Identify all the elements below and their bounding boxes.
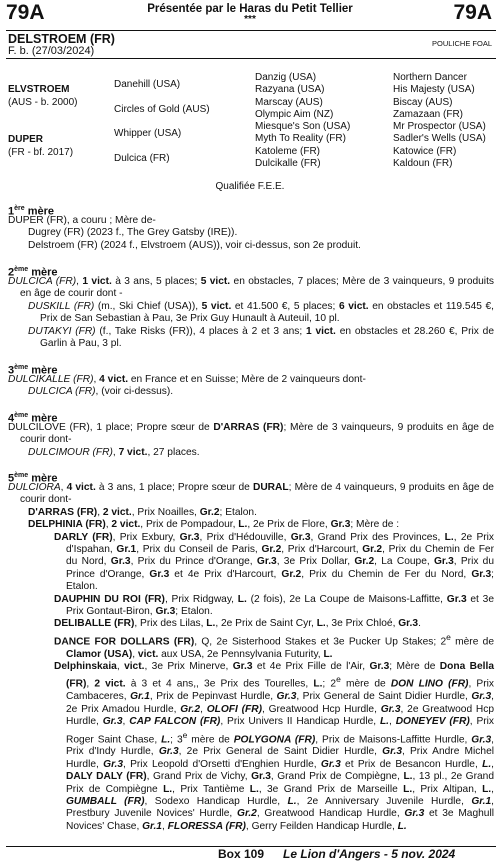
section-heading-4: 4ème mère <box>8 412 58 425</box>
gen4-item: Zamazaan (FR) <box>393 109 464 120</box>
gen4-item: Katowice (FR) <box>393 146 457 157</box>
gen3-item: Katoleme (FR) <box>255 146 321 157</box>
section-3-body <box>8 374 494 399</box>
section-4-body <box>8 422 494 459</box>
paragraph: DULCILOVE (FR), 1 place; Propre sœur de D'ARRAS (FR); Mère de 3 vainqueurs, 9 produits en âge de courir dont- <box>8 422 494 446</box>
gen2-item: Whipper (USA) <box>114 128 182 139</box>
gen4-item: Biscay (AUS) <box>393 97 453 108</box>
paragraph: DUTAKYI (FR) (f., Take Risks (FR)), 4 places à 2 et 3 ans; 1 vict. en obstacles et 28.260 €, Prix de Garlin à Pau, 3 pl. <box>28 325 495 350</box>
section-heading-3: 3ème mère <box>8 364 58 377</box>
paragraph: Delstroem (FR) (2024 f., Elvstroem (AUS)), voir ci-dessus, son 2e produit. <box>28 239 361 251</box>
section-heading-5: 5ème mère <box>8 472 58 485</box>
gen2-item: Circles of Gold (AUS) <box>114 104 210 115</box>
presenter-line: Présentée par le Haras du Petit Tellier <box>147 3 353 15</box>
gen3-item: Myth To Reality (FR) <box>255 133 346 144</box>
sire-info: (AUS - b. 2000) <box>8 97 78 108</box>
sire-name: ELVSTROEM <box>8 84 70 95</box>
dam-name: DUPER <box>8 134 44 145</box>
horse-type: POULICHE FOAL <box>431 39 492 48</box>
paragraph: D'ARRAS (FR), 2 vict., Prix Noailles, Gr.2; Etalon. <box>28 506 257 518</box>
qualification: Qualifiée F.E.E. <box>215 181 285 192</box>
top-rule <box>6 30 496 31</box>
gen4-item: His Majesty (USA) <box>393 84 475 95</box>
box-number: Box 109 <box>218 847 265 861</box>
paragraph: Delphinskaia, vict., 3e Prix Minerve, Gr.3 et 4e Prix Fille de l'Air, Gr.3; Mère de Dona Bella (FR), 2 vict. à 3 et 4 ans,, 3e Prix des Tourelles, L.; 2e mère de DON LINO (FR), Prix Cambaceres, Gr.1, Prix de Pepinvast Hurdle, Gr.3, Prix General de Saint Didier Hurdle, Gr.3, 2e Prix Amadou Hurdle, Gr.2, OLOFI (FR), Greatwood Hcp Hurdle, Gr.3, 2e Greatwood Hcp Hurdle, Gr.3, CAP FALCON (FR), Prix Univers II Handicap Hurdle, L., DONEYEV (FR), Prix Roger Saint Chase, L.; 3e mère de POLYGONA (FR), Prix de Maisons-Laffitte Hurdle, Gr.3, Prix d'Indy Hurdle, Gr.3, 2e Prix General de Saint Didier Hurdle, Gr.3, Prix Andre Michel Hurdle, Gr.3, Prix Leopold d'Orsetti d'Enghien Hurdle, Gr.3 et Prix de Besancon Hurdle, L., DALY DALY (FR), Grand Prix de Vichy, Gr.3, Grand Prix de Compiègne, L., 13 pl., 2e Grand Prix de Compiègne L., Prix Tantième L., 3e Grand Prix de Marseille L., Prix Altipan, L., GUMBALL (FR), Sodexo Handicap Hurdle, L., 2e Anniversary Juvenile Hurdle, Gr.1, Prestbury Juvenile Novices' Hurdle, Gr.2, Greatwood Handicap Hurdle, Gr.3 et 3e Maghull Novices' Chase, Gr.1, FLORESSA (FR), Gerry Feilden Handicap Hurdle, L. <box>54 661 495 832</box>
gen3-item: Olympic Aim (NZ) <box>255 109 334 120</box>
lot-number-left: 79A <box>6 1 45 24</box>
gen3-item: Danzig (USA) <box>255 72 317 83</box>
horse-name: DELSTROEM (FR) <box>8 32 115 46</box>
section-5-body <box>8 482 494 833</box>
gen3-item: Dulcikalle (FR) <box>255 158 321 169</box>
section-2-body <box>8 276 494 350</box>
gen3-item: Miesque's Son (USA) <box>255 121 351 132</box>
paragraph: DULCIKALLE (FR), 4 vict. en France et en Suisse; Mère de 2 vainqueurs dont- <box>8 374 366 385</box>
gen2-item: Danehill (USA) <box>114 79 181 90</box>
paragraph: DARLY (FR), Prix Exbury, Gr.3, Prix d'Hédouville, Gr.3, Grand Prix des Provinces, L., 2e Prix d'Ispahan, Gr.1, Prix du Conseil de Paris, Gr.2, Prix d'Harcourt, Gr.2, Prix du Chemin de Fer du Nord, Gr.3, Prix du Prince d'Orange, Gr.3, 3e Prix Dollar, Gr.2, La Coupe, Gr.3, Prix du Prince d'Orange, Gr.3 et 4e Prix d'Harcourt, Gr.2, Prix du Chemin de Fer du Nord, Gr.3; Etalon. <box>54 531 495 593</box>
paragraph: DULCIMOUR (FR), 7 vict., 27 places. <box>28 446 200 458</box>
paragraph: DUSKILL (FR) (m., Ski Chief (USA)), 5 vict. et 41.500 €, 5 places; 6 vict. en obstacles et 119.545 €, Prix de San Sebastian à Pau, 3e Prix Guy Hunault à Auteuil, 10 pl. <box>28 300 494 325</box>
pedigree-rule <box>6 58 496 59</box>
paragraph: Dugrey (FR) (2023 f., The Grey Gatsby (IRE)). <box>28 227 238 239</box>
section-1-body <box>8 215 494 252</box>
gen3-item: Razyana (USA) <box>255 84 325 95</box>
section-heading-2: 2ème mère <box>8 266 58 279</box>
paragraph: DELIBALLE (FR), Prix des Lilas, L., 2e Prix de Saint Cyr, L., 3e Prix Chloé, Gr.3. <box>54 618 421 630</box>
gen2-item: Dulcica (FR) <box>114 153 170 164</box>
gen3-item: Marscay (AUS) <box>255 97 323 108</box>
paragraph: DAUPHIN DU ROI (FR), Prix Ridgway, L. (2 fois), 2e La Coupe de Maisons-Laffitte, Gr.3 et 3e Prix Gontaut-Biron, Gr.3; Etalon. <box>54 593 494 618</box>
section-heading-1: 1ère mère <box>8 205 54 218</box>
gen4-item: Sadler's Wells (USA) <box>393 133 486 144</box>
gen4-item: Mr Prospector (USA) <box>393 121 486 132</box>
gen4-item: Northern Dancer <box>393 72 467 83</box>
horse-description: F. b. (27/03/2024) <box>8 45 95 57</box>
lot-number-right: 79A <box>453 1 492 24</box>
paragraph: DANCE FOR DOLLARS (FR), Q, 2e Sisterhood Stakes et 3e Pucker Up Stakes; 2e mère de Clamor (USA), vict. aux USA, 2e Pennsylvania Futurity, L. <box>54 631 494 660</box>
dam-info: (FR - bf. 2017) <box>8 147 74 158</box>
paragraph: DULCIORA, 4 vict. à 3 ans, 1 place; Propre sœur de DURAL; Mère de 4 vainqueurs, 9 produits en âge de courir dont- <box>8 482 494 506</box>
paragraph: DULCICA (FR), 1 vict. à 3 ans, 5 places; 5 vict. en obstacles, 7 places; Mère de 3 vainqueurs, 9 produits en âge de courir dont - <box>8 276 494 300</box>
sale-venue-date: Le Lion d'Angers - 5 nov. 2024 <box>283 847 456 861</box>
paragraph: DELPHINIA (FR), 2 vict., Prix de Pompadour, L., 2e Prix de Flore, Gr.3; Mère de : <box>28 519 400 531</box>
stars: *** <box>244 14 256 25</box>
paragraph: DULCICA (FR), (voir ci-dessus). <box>28 386 174 398</box>
paragraph: DUPER (FR), a couru ; Mère de- <box>8 215 156 226</box>
gen4-item: Kaldoun (FR) <box>393 158 453 169</box>
